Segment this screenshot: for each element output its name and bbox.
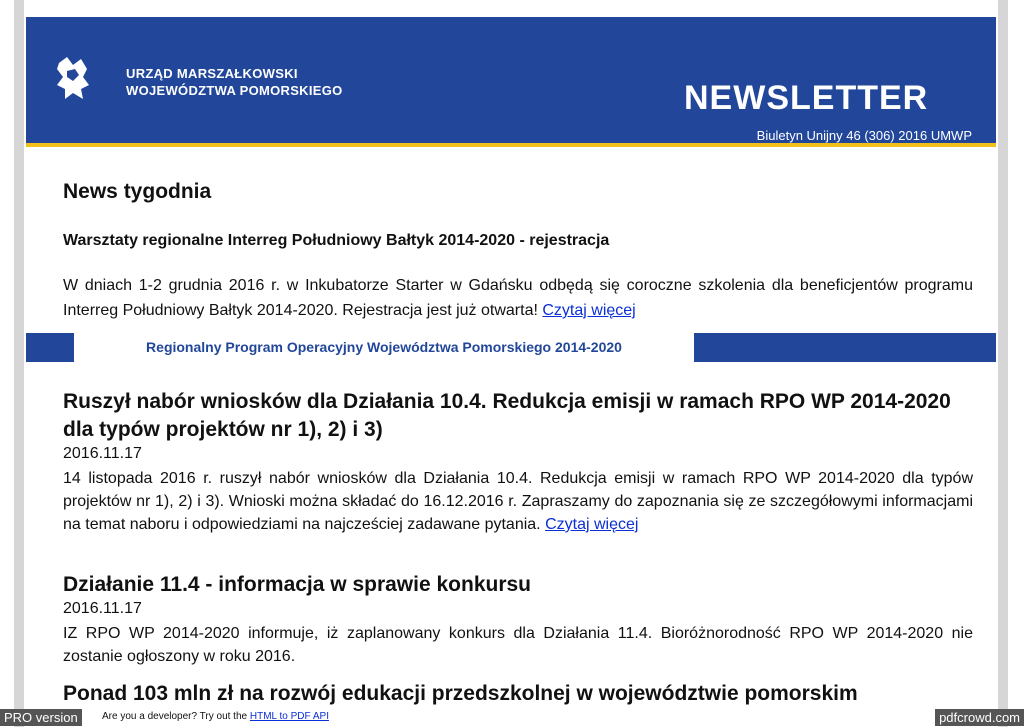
news-title: Warsztaty regionalne Interreg Południowy Bałtyk 2014-2020 - rejestracja	[63, 232, 610, 249]
article-date: 2016.11.17	[63, 600, 142, 617]
article-date: 2016.11.17	[63, 445, 142, 462]
html-to-pdf-api-link[interactable]: HTML to PDF API	[249, 711, 329, 722]
developer-promo-text: Are you a developer? Try out the	[102, 711, 248, 722]
news-body	[63, 273, 973, 323]
pro-version-badge[interactable]: PRO version	[0, 709, 82, 726]
article-read-more-link[interactable]: Czytaj więcej	[545, 516, 639, 533]
news-body-text: W dniach 1-2 grudnia 2016 r. w Inkubatorze Starter w Gdańsku odbędą się coroczne szkolenia dla beneficjentów programu Interreg Południowy Bałtyk 2014-2020. Rejestracja jest już otwarta!	[63, 277, 973, 319]
section-band-label: Regionalny Program Operacyjny Województwa Pomorskiego 2014-2020	[74, 333, 694, 362]
article-title: Ponad 103 mln zł na rozwój edukacji przedszkolnej w województwie pomorskim	[63, 682, 858, 705]
article-title: Działanie 11.4 - informacja w sprawie konkursu	[63, 573, 532, 596]
article-title: Ruszył nabór wniosków dla Działania 10.4. Redukcja emisji w ramach RPO WP 2014-2020 dla typów projektów nr 1), 2) i 3)	[63, 390, 951, 441]
org-name	[126, 65, 343, 99]
griffin-logo-icon	[53, 55, 93, 101]
header-accent-line	[26, 143, 996, 147]
org-name-line1: URZĄD MARSZAŁKOWSKI	[126, 66, 298, 81]
newsletter-header	[26, 17, 996, 143]
page-frame-left	[14, 0, 24, 727]
newsletter-title: NEWSLETTER	[684, 79, 929, 117]
news-read-more-link[interactable]: Czytaj więcej	[542, 302, 636, 319]
article-body	[63, 467, 973, 536]
org-name-line2: WOJEWÓDZTWA POMORSKIEGO	[126, 83, 343, 98]
page-frame-right	[998, 0, 1008, 727]
pdfcrowd-badge[interactable]: pdfcrowd.com	[935, 709, 1024, 726]
article-body-text: 14 listopada 2016 r. ruszył nabór wniosków dla Działania 10.4. Redukcja emisji w ramach RPO WP 2014-2020 dla typów projektów nr 1), 2) i 3). Wnioski można składać do 16.12.2016 r. Zapraszamy do zapoznania się ze szczegółowymi informacjami na temat naboru i odpowiedziami na najcześciej zadawane pytania.	[63, 470, 973, 533]
article-body: IZ RPO WP 2014-2020 informuje, iż zaplanowany konkurs dla Działania 11.4. Bioróżnorodność RPO WP 2014-2020 nie zostanie ogłoszony w roku 2016.	[63, 625, 973, 665]
bulletin-issue: Biuletyn Unijny 46 (306) 2016 UMWP	[756, 128, 972, 143]
developer-promo	[102, 711, 329, 722]
news-heading: News tygodnia	[63, 180, 212, 203]
